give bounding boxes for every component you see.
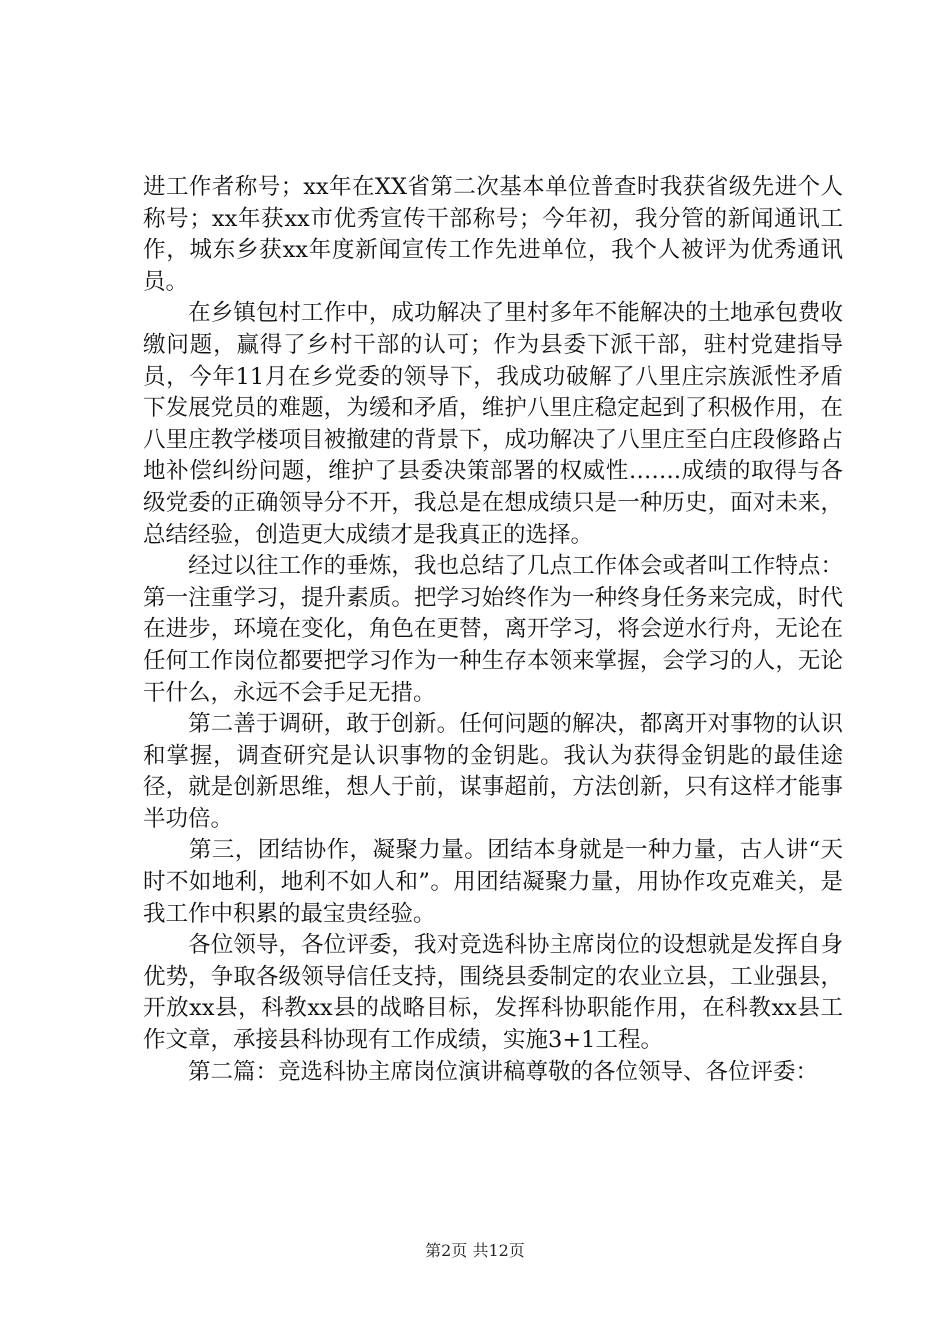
document-body: [143, 172, 843, 1088]
paragraph-7: 第二篇：竞选科协主席岗位演讲稿尊敬的各位领导、各位评委：: [143, 1058, 819, 1085]
paragraph-5: 第三，团结协作，凝聚力量。团结本身就是一种力量，古人讲“天时不如地利，地利不如人和”。用团结凝聚力量，用协作攻克难关，是我工作中积累的最宝贵经验。: [143, 837, 843, 927]
page-number-footer: 第2页 共12页: [425, 1241, 525, 1260]
paragraph-2: 在乡镇包村工作中，成功解决了里村多年不能解决的土地承包费收缴问题，赢得了乡村干部的认可；作为县委下派干部，驻村党建指导员，今年11月在乡党委的领导下，我成功破解了八里庄宗族派性矛盾下发展党员的难题，为缓和矛盾，维护八里庄稳定起到了积极作用，在八里庄教学楼项目被撤建的背景下，成功解决了八里庄至白庄段修路占地补偿纠纷问题，维护了县委决策部署的权威性…….成绩的取得与各级党委的正确领导分不开，我总是在想成绩只是一种历史，面对未来，总结经验，创造更大成绩才是我真正的选择。: [143, 300, 843, 548]
paragraph-3: 经过以往工作的垂炼，我也总结了几点工作体会或者叫工作特点：第一注重学习，提升素质。把学习始终作为一种终身任务来完成，时代在进步，环境在变化，角色在更替，离开学习，将会逆水行舟，无论在任何工作岗位都要把学习作为一种生存本领来掌握，会学习的人，无论干什么，永远不会手足无措。: [143, 553, 843, 706]
paragraph-4: 第二善于调研，敢于创新。任何问题的解决，都离开对事物的认识和掌握，调查研究是认识事物的金钥匙。我认为获得金钥匙的最佳途径，就是创新思维，想人于前，谋事超前，方法创新，只有这样才能事半功倍。: [143, 711, 843, 832]
paragraph-1: 进工作者称号；xx年在XX省第二次基本单位普查时我获省级先进个人称号；xx年获xx市优秀宣传干部称号；今年初，我分管的新闻通讯工作，城东乡获xx年度新闻宣传工作先进单位，我个人被评为优秀通讯员。: [143, 174, 843, 295]
paragraph-6: 各位领导，各位评委，我对竞选科协主席岗位的设想就是发挥自身优势，争取各级领导信任支持，围绕县委制定的农业立县，工业强县，开放xx县，科教xx县的战略目标，发挥科协职能作用，在科教xx县工作文章，承接县科协现有工作成绩，实施3+1工程。: [143, 932, 843, 1054]
